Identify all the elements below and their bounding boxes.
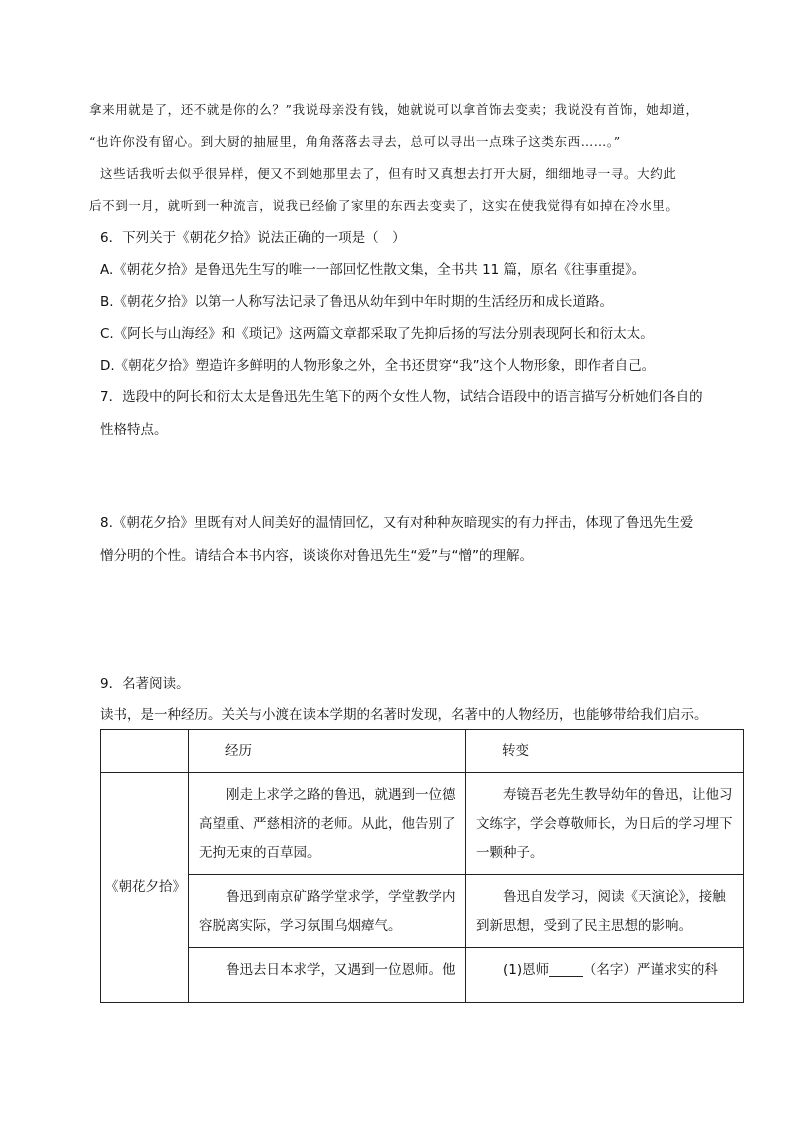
change-cell: 寿镜吾老先生教导幼年的鲁迅，让他习文练字，学会尊敬师长，为日后的学习埋下一颗种子。 [466, 773, 744, 875]
question-6-option-c: C.《阿长与山海经》和《琐记》这两篇文章都采取了先抑后扬的写法分别表现阿长和衍太太。 [100, 326, 654, 342]
experience-cell: 刚走上求学之路的鲁迅，就遇到一位德高望重、严慈相济的老师。从此，他告别了无拘无束的百草园。 [189, 773, 466, 875]
table-header-row [101, 730, 744, 773]
experience-cell: 鲁迅去日本求学，又遇到一位恩师。他 [189, 948, 466, 1003]
question-8-text: 憎分明的个性。请结合本书内容，谈谈你对鲁迅先生“爱”与“憎”的理解。 [100, 548, 533, 564]
question-6-option-b: B.《朝花夕拾》以第一人称写法记录了鲁迅从幼年到中年时期的生活经历和成长道路。 [100, 294, 614, 310]
passage-line: 拿来用就是了，还不就是你的么？”我说母亲没有钱，她就说可以拿首饰去变卖；我说没有首饰，她却道， [89, 102, 699, 117]
question-6-stem: 6．下列关于《朝花夕拾》说法正确的一项是（ ） [100, 230, 406, 246]
question-9-intro: 读书，是一种经历。关关与小渡在读本学期的名著时发现，名著中的人物经历，也能够带给我们启示。 [100, 707, 708, 723]
experience-cell: 鲁迅到南京矿路学堂求学，学堂教学内容脱离实际，学习氛围乌烟瘴气。 [189, 875, 466, 948]
question-7-text: 7．选段中的阿长和衍太太是鲁迅先生笔下的两个女性人物，试结合语段中的语言描写分析她们各自的 [100, 389, 703, 405]
passage-line: 这些话我听去似乎很异样，便又不到她那里去了，但有时又真想去打开大厨，细细地寻一寻。大约此 [100, 166, 677, 181]
passage-line: 后不到一月，就听到一种流言，说我已经偷了家里的东西去变卖了，这实在使我觉得有如掉在冷水里。 [89, 198, 679, 213]
passage-line: “也许你没有留心。到大厨的抽屉里，角角落落去寻去，总可以寻出一点珠子这类东西……。” [89, 134, 621, 149]
table-row [101, 875, 744, 948]
reading-table [100, 729, 744, 1003]
table-header-empty [101, 730, 189, 773]
question-6-option-d: D.《朝花夕拾》塑造许多鲜明的人物形象之外，全书还贯穿“我”这个人物形象，即作者自己。 [100, 358, 656, 374]
question-6-option-a: A.《朝花夕拾》是鲁迅先生写的唯一一部回忆性散文集，全书共 11 篇，原名《往事重提》。 [100, 262, 646, 278]
question-9-title: 9．名著阅读。 [100, 676, 190, 692]
question-7-text: 性格特点。 [100, 422, 168, 438]
table-header-experience: 经历 [189, 730, 466, 773]
change-cell: 鲁迅自发学习，阅读《天演论》，接触到新思想，受到了民主思想的影响。 [466, 875, 744, 948]
change-cell: (1)恩师_____（名字）严谨求实的科 [466, 948, 744, 1003]
table-row [101, 948, 744, 1003]
table-header-change: 转变 [466, 730, 744, 773]
table-row [101, 773, 744, 875]
book-title-cell: 《朝花夕拾》 [101, 773, 189, 1003]
question-8-text: 8.《朝花夕拾》里既有对人间美好的温情回忆，又有对种种灰暗现实的有力抨击，体现了鲁迅先生爱 [100, 515, 694, 531]
